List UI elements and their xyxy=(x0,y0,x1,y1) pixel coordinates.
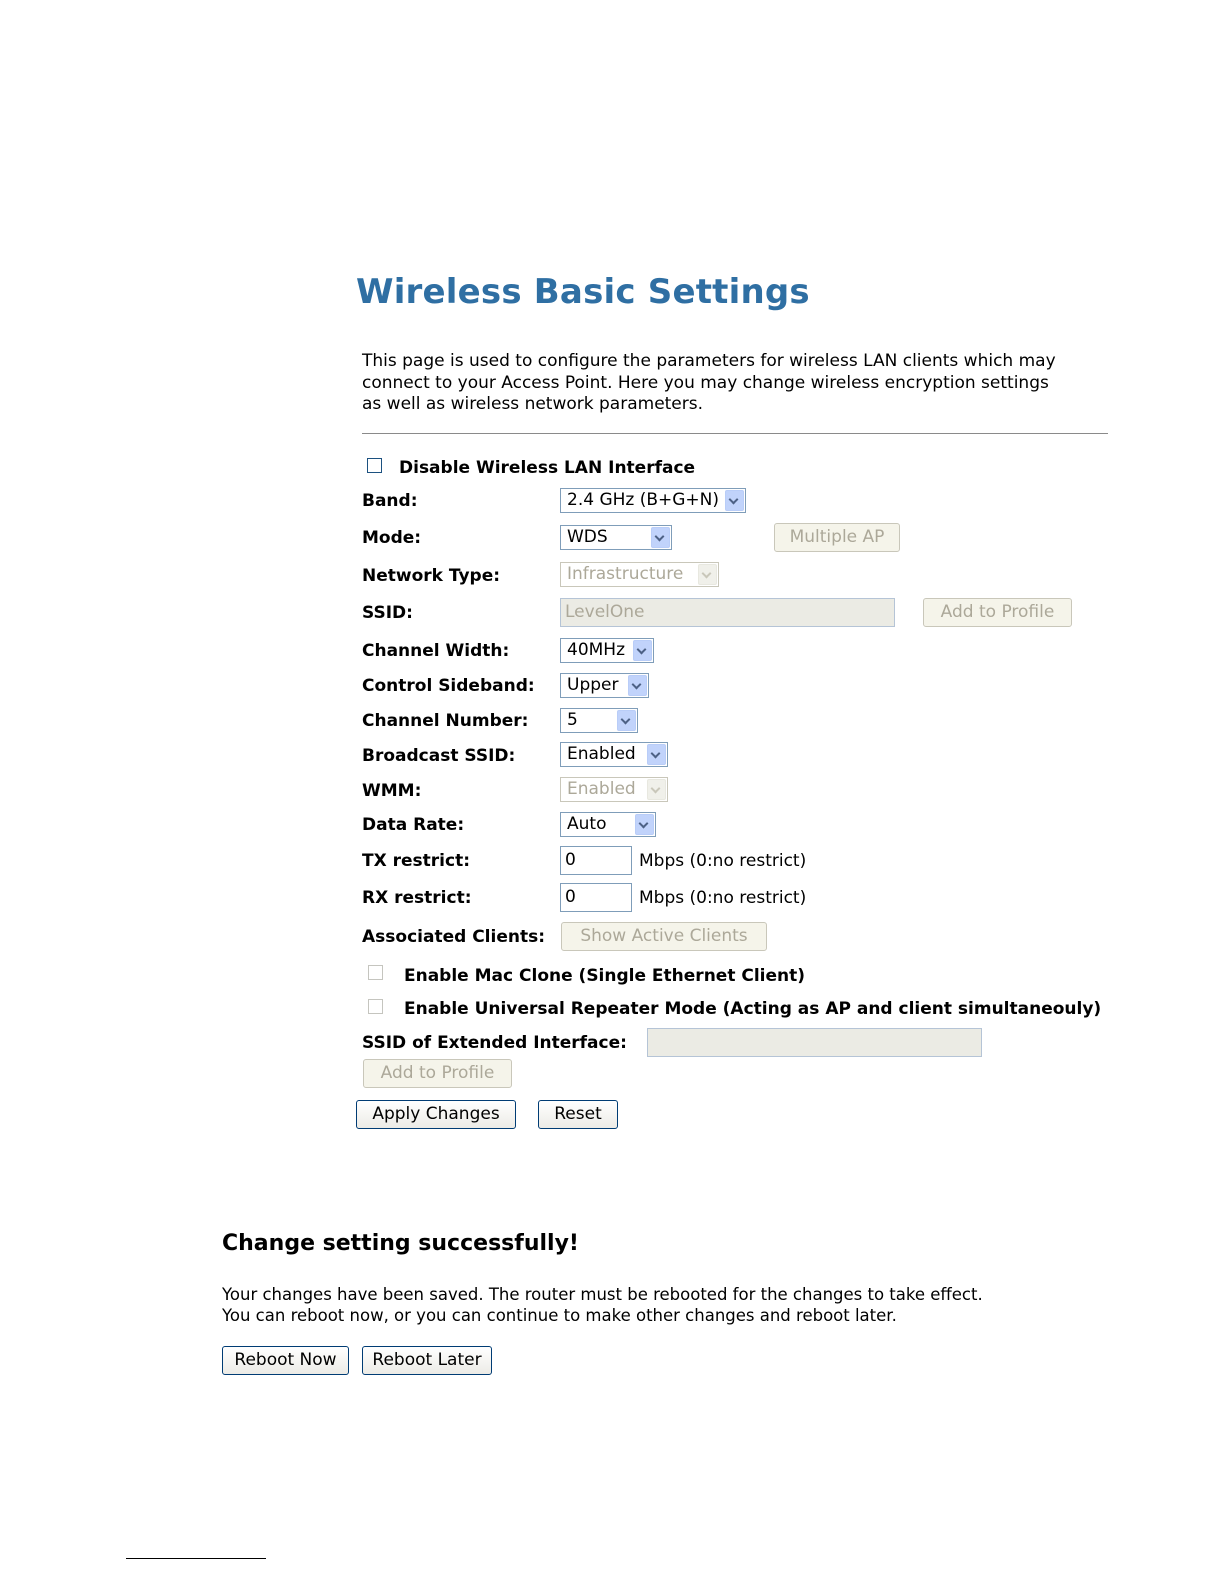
add-to-profile-button[interactable]: Add to Profile xyxy=(923,598,1072,627)
disable-wlan-checkbox[interactable] xyxy=(367,458,382,473)
control-sideband-value: Upper xyxy=(567,675,619,695)
broadcast-ssid-value: Enabled xyxy=(567,744,636,764)
chevron-down-icon xyxy=(635,814,654,835)
page-title: Wireless Basic Settings xyxy=(356,272,810,312)
chevron-down-icon xyxy=(647,744,666,765)
network-type-label: Network Type: xyxy=(362,566,501,586)
mac-clone-checkbox[interactable] xyxy=(368,965,383,980)
data-rate-select[interactable] xyxy=(560,812,656,837)
reboot-later-button[interactable]: Reboot Later xyxy=(362,1346,492,1375)
success-title: Change setting successfully! xyxy=(222,1231,579,1256)
broadcast-ssid-label: Broadcast SSID: xyxy=(362,746,516,766)
channel-width-value: 40MHz xyxy=(567,640,626,660)
band-value: 2.4 GHz (B+G+N) xyxy=(567,490,720,510)
wmm-label: WMM: xyxy=(362,781,422,801)
multiple-ap-button[interactable]: Multiple AP xyxy=(774,523,900,552)
rx-restrict-label: RX restrict: xyxy=(362,888,472,908)
disable-wlan-label: Disable Wireless LAN Interface xyxy=(399,458,696,478)
network-type-select[interactable] xyxy=(560,562,719,587)
footnote-separator xyxy=(126,1558,266,1559)
chevron-down-icon xyxy=(725,490,744,511)
add-to-profile-extended-button[interactable]: Add to Profile xyxy=(363,1059,512,1088)
broadcast-ssid-select[interactable] xyxy=(560,742,668,767)
apply-changes-button[interactable]: Apply Changes xyxy=(356,1100,516,1129)
universal-repeater-checkbox[interactable] xyxy=(368,999,383,1014)
mode-select[interactable] xyxy=(560,525,672,550)
rx-restrict-hint: Mbps (0:no restrict) xyxy=(639,888,807,908)
ssid-label: SSID: xyxy=(362,603,413,623)
band-select[interactable] xyxy=(560,488,746,513)
tx-restrict-label: TX restrict: xyxy=(362,851,470,871)
tx-restrict-hint: Mbps (0:no restrict) xyxy=(639,851,807,871)
data-rate-label: Data Rate: xyxy=(362,815,465,835)
chevron-down-icon xyxy=(647,779,666,800)
tx-restrict-input[interactable]: 0 xyxy=(560,846,632,875)
mode-value: WDS xyxy=(567,527,608,547)
chevron-down-icon xyxy=(698,564,717,585)
success-message: Your changes have been saved. The router must be rebooted for the changes to take effect. You can reboot now, or you can continue to make other changes and reboot later. xyxy=(222,1285,983,1325)
ssid-extended-label: SSID of Extended Interface: xyxy=(362,1033,627,1053)
chevron-down-icon xyxy=(633,640,652,661)
network-type-value: Infrastructure xyxy=(567,564,684,584)
channel-width-label: Channel Width: xyxy=(362,641,510,661)
associated-clients-label: Associated Clients: xyxy=(362,927,545,947)
show-active-clients-button[interactable]: Show Active Clients xyxy=(561,922,767,951)
chevron-down-icon xyxy=(628,675,647,696)
channel-width-select[interactable] xyxy=(560,638,654,663)
ssid-extended-input[interactable] xyxy=(647,1028,982,1057)
chevron-down-icon xyxy=(617,710,636,731)
universal-repeater-label: Enable Universal Repeater Mode (Acting as AP and client simultaneouly) xyxy=(404,999,1102,1019)
wmm-select[interactable] xyxy=(560,777,668,802)
control-sideband-label: Control Sideband: xyxy=(362,676,535,696)
channel-number-label: Channel Number: xyxy=(362,711,529,731)
chevron-down-icon xyxy=(651,527,670,548)
control-sideband-select[interactable] xyxy=(560,673,649,698)
band-label: Band: xyxy=(362,491,418,511)
channel-number-value: 5 xyxy=(567,710,578,730)
reboot-now-button[interactable]: Reboot Now xyxy=(222,1346,349,1375)
channel-number-select[interactable] xyxy=(560,708,638,733)
wmm-value: Enabled xyxy=(567,779,636,799)
mode-label: Mode: xyxy=(362,528,422,548)
data-rate-value: Auto xyxy=(567,814,607,834)
mac-clone-label: Enable Mac Clone (Single Ethernet Client) xyxy=(404,966,806,986)
rx-restrict-input[interactable]: 0 xyxy=(560,883,632,912)
ssid-input[interactable]: LevelOne xyxy=(560,598,895,627)
reset-button[interactable]: Reset xyxy=(538,1100,618,1129)
divider xyxy=(362,433,1108,434)
page-description: This page is used to configure the parameters for wireless LAN clients which may connect to your Access Point. Here you may change wireless encryption settings as well as wireless network parameters. xyxy=(362,351,1056,414)
